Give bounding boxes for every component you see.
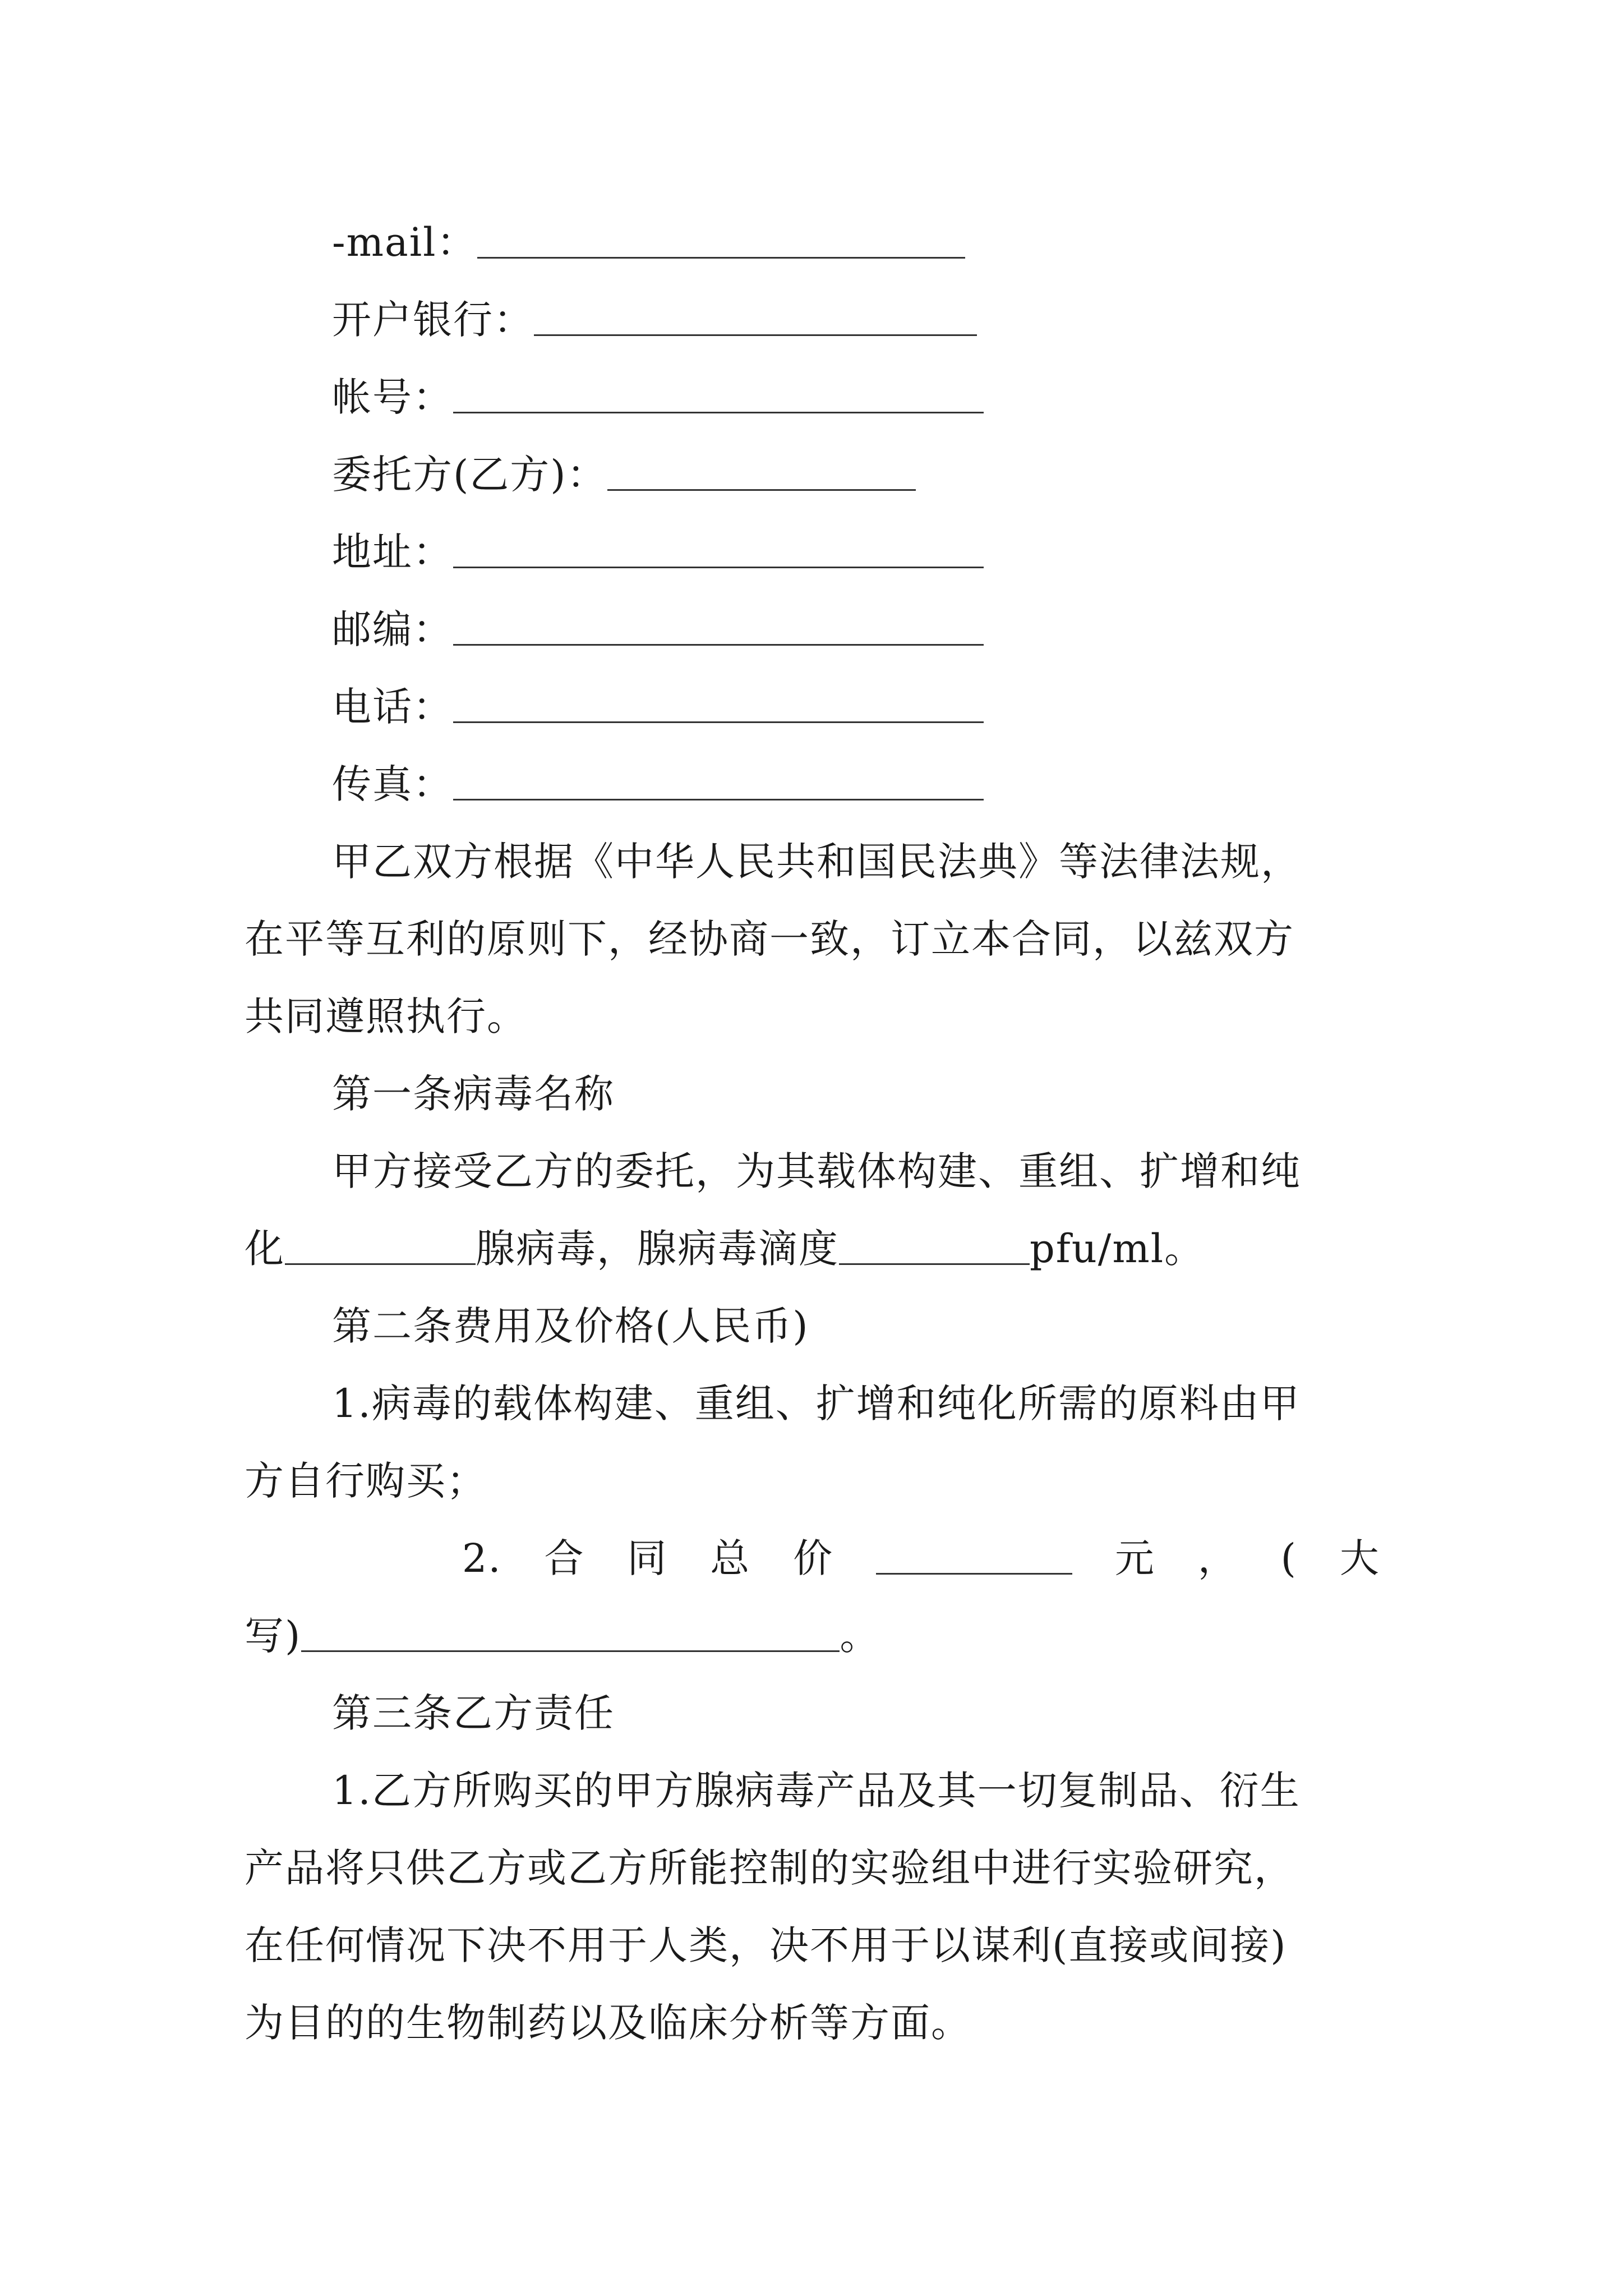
item-2-yuan: 元 [1114,1535,1155,1581]
titer-blank [839,1215,1030,1265]
account-field [332,364,984,431]
article-1-line-1: 甲方接受乙方的委托，为其载体构建、重组、扩增和纯 [332,1148,1301,1194]
fax-blank [453,751,984,800]
article-3-line-2: 产品将只供乙方或乙方所能控制的实验组中进行实验研究， [245,1845,1294,1891]
bank-label: 开户银行： [332,297,534,343]
address-label: 地址： [332,529,453,575]
total-price-blank [876,1525,1072,1575]
fax-field [332,751,984,818]
article-1-text-b: 腺病毒，腺病毒滴度 [476,1226,839,1272]
article-3-title: 第三条乙方责任 [332,1690,615,1736]
item-2-indent [245,1525,419,1592]
phone-blank [453,673,984,723]
email-blank [477,209,965,259]
email-label: -mail： [332,219,477,265]
fax-label: 传真： [332,761,453,807]
article-1-title: 第一条病毒名称 [332,1071,615,1117]
article-2-item-1-line-1: 1.病毒的载体构建、重组、扩增和纯化所需的原料由甲 [332,1381,1301,1427]
account-blank [453,364,984,413]
intro-line-3: 共同遵照执行。 [245,993,527,1039]
account-label: 帐号： [332,374,453,420]
phone-field [332,673,984,740]
article-3-line-3: 在任何情况下决不用于人类，决不用于以谋利(直接或间接) [245,1922,1287,1968]
client-label: 委托方(乙方)： [332,452,607,498]
item-2-comma: ， [1197,1535,1238,1581]
intro-line-2: 在平等互利的原则下，经协商一致，订立本合同，以兹双方 [245,916,1294,962]
article-3-line-1: 1.乙方所购买的甲方腺病毒产品及其一切复制品、衍生 [332,1768,1301,1814]
client-blank [607,441,916,491]
article-2-title: 第二条费用及价格(人民币) [332,1303,809,1349]
postcode-field [332,596,984,663]
client-field [332,441,916,508]
bank-field [332,286,977,353]
item-2-end: 。 [840,1613,880,1659]
item-2-char-jia: 价 [793,1535,834,1581]
article-1-text-a: 化 [245,1226,285,1272]
item-2-da: 大 [1339,1535,1380,1581]
item-2-char-tong: 同 [627,1535,668,1581]
article-2-item-1-line-2: 方自行购买； [245,1458,487,1504]
total-price-words-blank [301,1602,840,1652]
item-2-number: 2. [462,1535,502,1581]
article-3-line-4: 为目的的生物制药以及临床分析等方面。 [245,2000,971,2046]
article-2-item-2-line-1 [245,1525,1380,1592]
item-2-xie: 写) [245,1613,302,1659]
intro-line-1: 甲乙双方根据《中华人民共和国民法典》等法律法规， [332,839,1301,885]
article-1-line-2 [245,1215,1205,1282]
address-field [332,518,984,586]
item-2-char-he: 合 [544,1535,585,1581]
email-field [332,209,965,276]
postcode-label: 邮编： [332,606,453,652]
bank-blank [534,286,977,336]
item-2-char-zong: 总 [710,1535,751,1581]
address-blank [453,518,984,568]
article-2-item-2-line-2 [245,1602,880,1669]
article-1-text-c: pfu/ml。 [1030,1226,1205,1272]
postcode-blank [453,596,984,646]
phone-label: 电话： [332,684,453,730]
item-2-paren: ( [1280,1535,1297,1581]
virus-name-blank [285,1215,476,1265]
